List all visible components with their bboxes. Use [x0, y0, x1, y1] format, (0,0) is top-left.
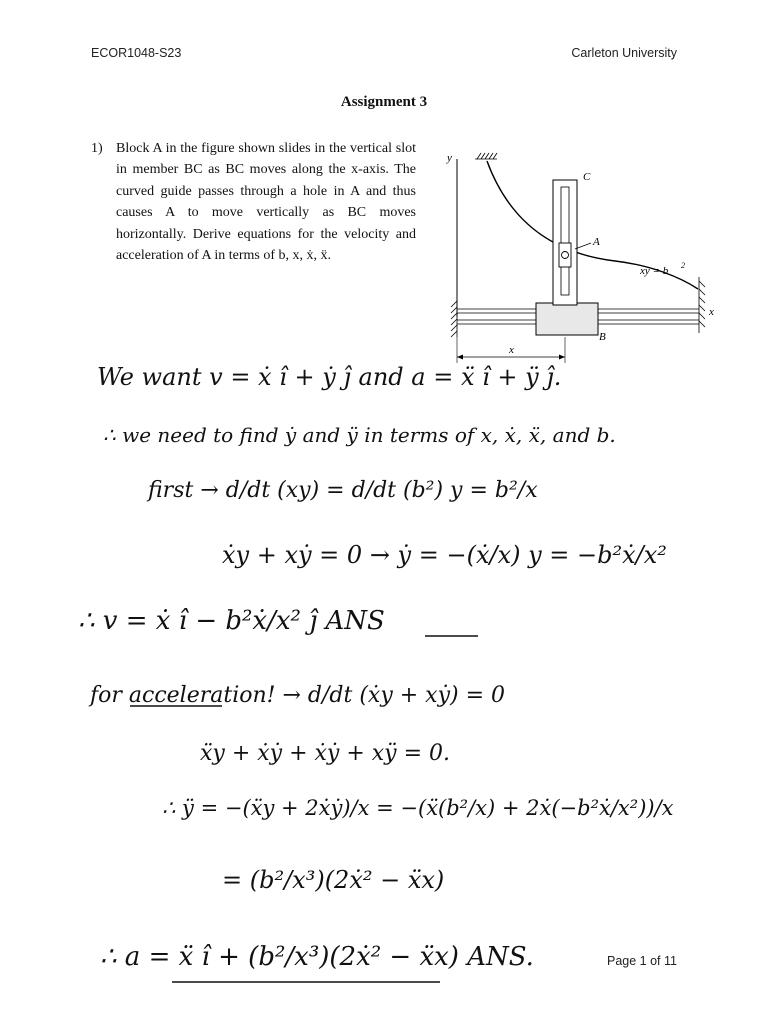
solution-line-2: ∴ we need to find ẏ and ÿ in terms of x, ẋ, ẍ, and b. — [103, 423, 616, 447]
solution-line-5: ∴ v = ẋ î − b²ẋ/x² ĵ ANS — [78, 606, 385, 636]
solution-line-10: ∴ a = ẍ î + (b²/x³)(2ẋ² − ẍx) ANS. — [100, 942, 534, 972]
solution-line-4: ẋy + xẏ = 0 → ẏ = −(ẋ/x) y = −b²ẋ/x² — [222, 541, 667, 569]
curve-equation-exponent: 2 — [681, 261, 685, 270]
label-b: B — [599, 331, 606, 343]
question-number: 1) — [91, 141, 103, 156]
dimension-x-label: x — [509, 344, 514, 356]
course-code: ECOR1048-S23 — [91, 46, 182, 60]
label-a: A — [593, 236, 600, 248]
solution-line-9: = (b²/x³)(2ẋ² − ẍx) — [222, 866, 445, 894]
question-text: Block A in the figure shown slides in the vertical slot in member BC as BC moves along the x-axis. The curved guide passes through a hole in A and thus causes A to move vertically as BC moves horizontally. Derive equations for the velocity and acceleration of A in terms of b, x, ẋ, ẍ. — [116, 141, 416, 264]
solution-line-3: first → d/dt (xy) = d/dt (b²) y = b²/x — [148, 478, 538, 503]
solution-line-7: ẍy + ẋẏ + ẋẏ + xÿ = 0. — [200, 741, 451, 766]
institution-name: Carleton University — [571, 46, 677, 60]
solution-line-6: for acceleration! → d/dt (ẋy + xẏ) = 0 — [90, 683, 506, 708]
page-title: Assignment 3 — [340, 94, 428, 110]
label-c: C — [583, 171, 591, 183]
curve-equation-label: xy = b — [640, 265, 669, 277]
solution-line-8: ∴ ÿ = −(ẍy + 2ẋẏ)/x = −(ẍ(b²/x) + 2ẋ(−b²ẋ/x²))/x — [162, 796, 674, 820]
y-axis-label: y — [447, 152, 452, 164]
page-number: Page 1 of 11 — [607, 954, 677, 968]
solution-line-1: We want v = ẋ î + ẏ ĵ and a = ẍ î + ÿ ĵ. — [97, 363, 562, 391]
x-axis-label: x — [709, 306, 714, 318]
